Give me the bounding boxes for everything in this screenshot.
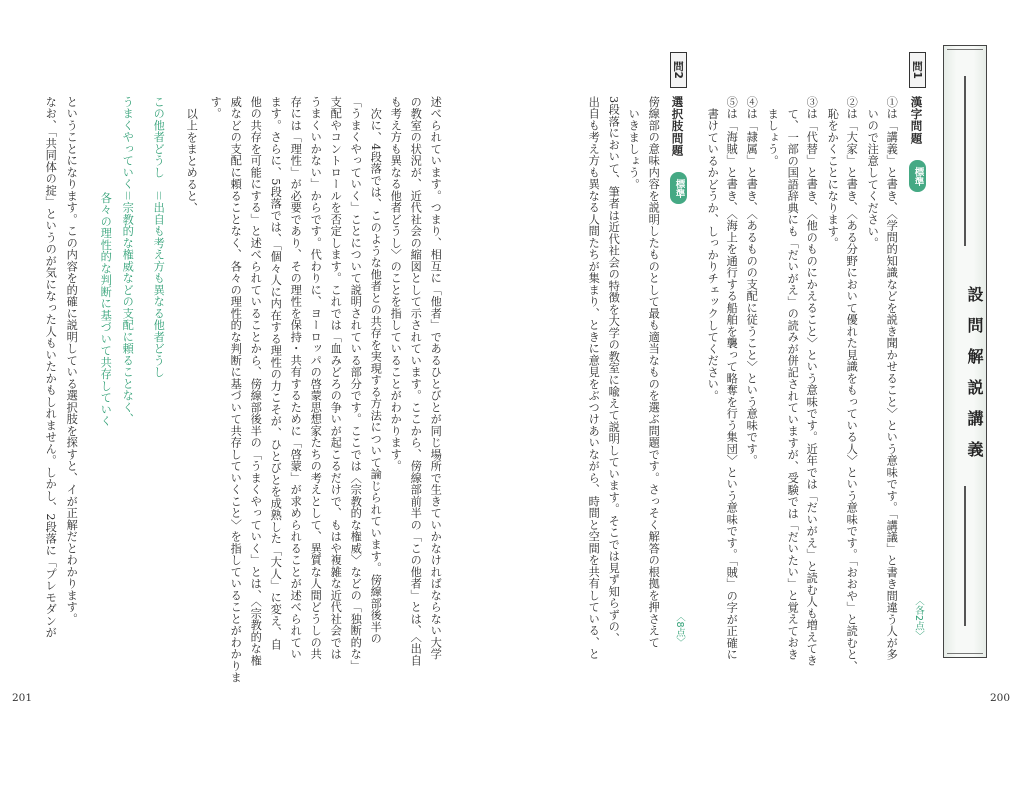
section-banner <box>943 45 987 658</box>
q2-points: 〈8点〉 <box>674 612 685 647</box>
body-line: 次に、4段落では、このような他者との共存を実現する方法について論じられています。傍線部後半の <box>369 108 383 645</box>
body-line: 述べられています。つまり、相互に「他者」であるひとびとが同じ場所で生きていかなければならない大学 <box>429 96 443 660</box>
body-line: 威などの支配に頼ることなく、各々の理性的な判断に基づいて共存していくこと〉を指していることがわかりま <box>229 96 243 684</box>
q2-line: 傍線部の意味内容を説明したものとして最も適当なものを選ぶ問題です。さっそく解答の根拠を押さえて <box>647 96 661 649</box>
q1-line: いので注意してください。 <box>866 108 880 249</box>
summary-line: 各々の理性的な判断に基づいて共存していく <box>99 192 113 427</box>
banner-title: 設問解説講義 <box>965 286 984 472</box>
body-line: も考え方も異なる他者どうし〉のことを指していることがわかります。 <box>389 96 403 472</box>
q1-line: 恥をかくことになります。 <box>826 108 840 249</box>
q2-title: 選択肢問題 <box>670 96 685 157</box>
q2-line: 3段落において、筆者は近代社会の特徴を大学の教室に喩えて説明しています。そこでは見ず知らずの、 <box>607 96 621 645</box>
body-line: の教室の状況が、近代社会の縮図として示されています。ここから、傍線部前半の「この他者」とは、〈出自 <box>409 96 423 667</box>
q1-line: ⑤は「海賊」と書き、〈海上を通行する船舶を襲って略奪を行う集団〉という意味です。「賊」の字が正確に <box>725 96 739 661</box>
q1-line: て、一部の国語辞典にも「だいがえ」の読みが併記されていますが、受験では「だいたい」と覚えておき <box>786 108 800 661</box>
body-line: 支配やコントロールを否定します。これでは「血みどろの争いが起こるだけで、もはや複雑な近代社会では <box>329 96 343 660</box>
page-number-left: 201 <box>12 692 33 704</box>
summary-line: この他者どうし ＝出自も考え方も異なる他者どうし <box>152 96 166 378</box>
body-line: 「うまくやっていく」ことについて説明されている部分です。ここでは〈宗教的な権威〉などの「独断的な」 <box>349 96 363 672</box>
body-line: うまくいかない」からです。代わりに、ヨーロッパの啓蒙思想家たちの考えとして、異質な人間どうしの共 <box>309 96 323 660</box>
q2-label: 問2 <box>670 52 687 88</box>
q1-line: ②は「大家」と書き、〈ある分野において優れた見識をもっている人〉という意味です。「おおや」と読むと、 <box>845 96 859 673</box>
body-line: ます。さらに、5段落では、「個々人に内在する理性の力こそが、ひとびとを成熟した「大人」に変え、自 <box>269 96 283 651</box>
q1-points: 〈各2点〉 <box>913 596 924 641</box>
summary-line: うまくやっていく＝宗教的な権威などの支配に頼ることなく、 <box>121 96 135 425</box>
q2-level-badge: 標準 <box>670 172 687 204</box>
body-line: 以上をまとめると、 <box>185 108 199 214</box>
body-line: す。 <box>209 96 223 120</box>
closing-line: なお、「共同体の掟」というのが気になった人もいたかもしれません。しかし、2段落に「プレモダンが <box>44 96 58 639</box>
body-line: 存には「理性」が必要であり、その理性を保持・共有するために「啓蒙」が求められることが述べられてい <box>289 96 303 660</box>
q1-line: ましょう。 <box>766 108 780 167</box>
q1-line: ④は「隷属」と書き、〈あるものの支配に従うこと〉という意味です。 <box>745 96 759 467</box>
q2-line: いきましょう。 <box>627 108 641 191</box>
closing-line: ということになります。この内容を的確に説明している選択肢を探すと、イが正解だとわかります。 <box>65 96 79 625</box>
q1-label: 問1 <box>909 52 926 88</box>
q1-title: 漢字問題 <box>909 96 924 145</box>
q2-line: 出自も考え方も異なる人間たちが集まり、ときに意見をぶつけあいながら、時間と空間を共有している、と <box>587 96 601 660</box>
page-number-right: 200 <box>990 692 1011 704</box>
q1-line: ①は「講義」と書き、〈学問的知識などを説き聞かせること〉という意味です。「講議」と書き間違う人が多 <box>885 96 899 661</box>
body-line: 他の共存を可能にする」と述べられていることから、傍線部後半の「うまくやっていく」とは、〈宗教的な権 <box>249 96 263 667</box>
banner-ornament-top <box>964 76 966 246</box>
banner-ornament-bottom <box>964 486 966 626</box>
q1-line: ③は「代替」と書き、〈他のものにかえること〉という意味です。近年では「だいがえ」と読む人も増えてき <box>805 96 819 667</box>
q1-line: 書けているかどうか、しっかりチェックしてください。 <box>706 108 720 402</box>
q1-level-badge: 標準 <box>909 160 926 192</box>
